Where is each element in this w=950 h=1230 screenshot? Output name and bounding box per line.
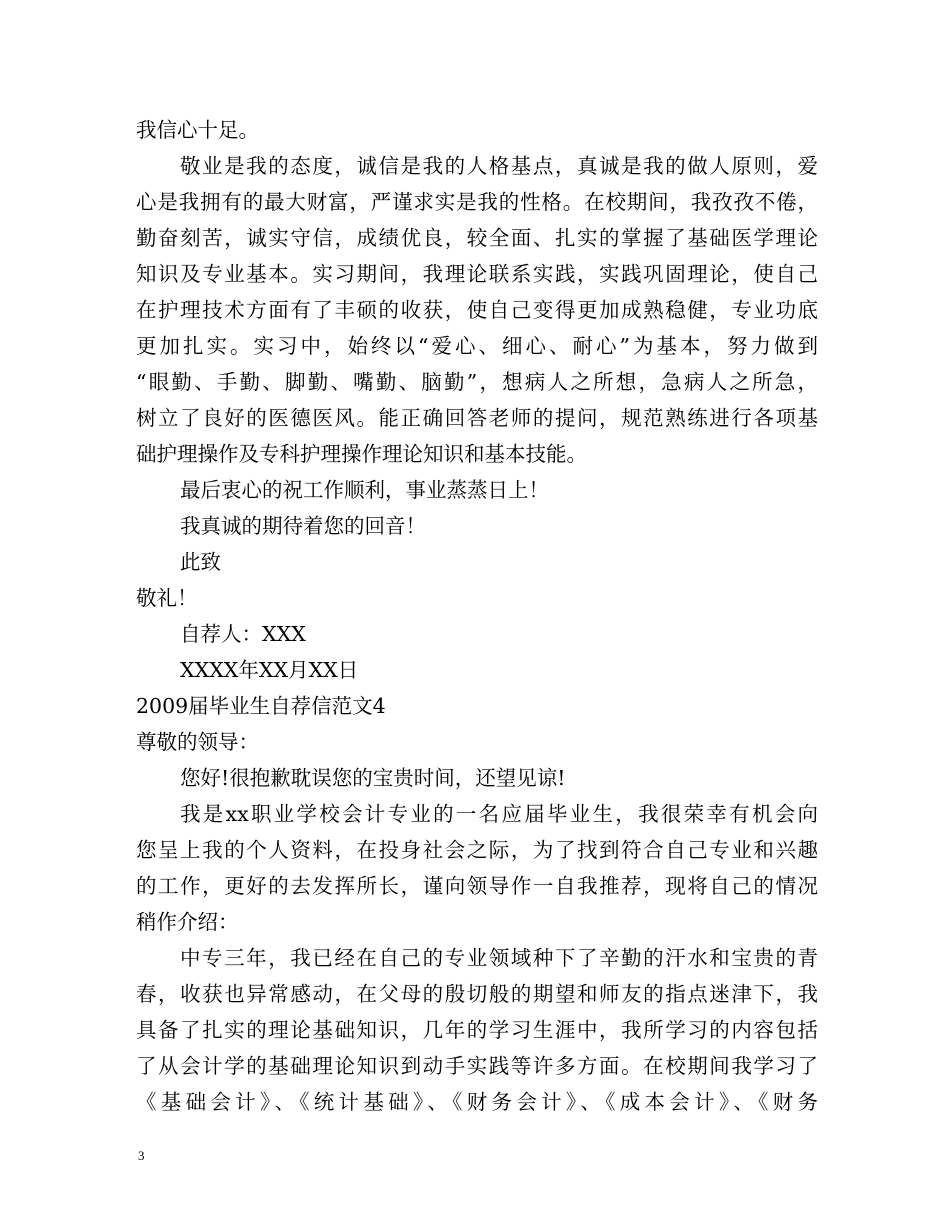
text-line: 春，收获也异常感动，在父母的殷切般的期望和师友的指点迷津下，我 — [136, 982, 818, 1006]
closing-line: 此致 — [180, 550, 221, 574]
text-line: 的工作，更好的去发挥所长，谨向领导作一自我推荐，现将自己的情况 — [136, 874, 818, 898]
page-number: 3 — [138, 1148, 145, 1163]
paragraph-line: 最后衷心的祝工作顺利，事业蒸蒸日上！ — [180, 478, 549, 502]
text-line: 了从会计学的基础理论知识到动手实践等许多方面。在校期间我学习了 — [136, 1054, 818, 1078]
text-line: 我信心十足。 — [136, 118, 259, 142]
text-line: 勤奋刻苦，诚实守信，成绩优良，较全面、扎实的掌握了基础医学理论 — [136, 226, 818, 250]
section-title: 2009届毕业生自荐信范文4 — [136, 694, 386, 718]
closing-salute: 敬礼！ — [136, 586, 198, 610]
text-line: 心是我拥有的最大财富，严谨求实是我的性格。在校期间，我孜孜不倦， — [136, 190, 818, 214]
text-line: 稍作介绍： — [136, 910, 239, 934]
paragraph-line: 中专三年，我已经在自己的专业领域种下了辛勤的汗水和宝贵的青 — [180, 946, 818, 970]
text-line: 础护理操作及专科护理操作理论知识和基本技能。 — [136, 442, 587, 466]
text-line: 在护理技术方面有了丰硕的收获，使自己变得更加成熟稳健，专业功底 — [136, 298, 818, 322]
text-line: 《基础会计》、《统计基础》、《财务会计》、《成本会计》、《财务 — [136, 1090, 818, 1114]
date-line: XXXX年XX月XX日 — [180, 658, 359, 682]
paragraph-line: 我真诚的期待着您的回音！ — [180, 514, 426, 538]
paragraph-line: 我是xx职业学校会计专业的一名应届毕业生，我很荣幸有机会向 — [180, 802, 818, 826]
salutation: 尊敬的领导： — [136, 730, 259, 754]
text-line: 具备了扎实的理论基础知识，几年的学习生涯中，我所学习的内容包括 — [136, 1018, 818, 1042]
text-line: 您呈上我的个人资料，在投身社会之际，为了找到符合自己专业和兴趣 — [136, 838, 818, 862]
signature-line: 自荐人：XXX — [180, 622, 306, 646]
text-line: “眼勤、手勤、脚勤、嘴勤、脑勤”，想病人之所想，急病人之所急， — [136, 370, 818, 394]
paragraph-line: 敬业是我的态度，诚信是我的人格基点，真诚是我的做人原则，爱 — [180, 154, 818, 178]
text-line: 更加扎实。实习中，始终以“爱心、细心、耐心”为基本，努力做到 — [136, 334, 818, 358]
text-line: 知识及专业基本。实习期间，我理论联系实践，实践巩固理论，使自己 — [136, 262, 818, 286]
paragraph-line: 您好!很抱歉耽误您的宝贵时间，还望见谅! — [180, 766, 566, 790]
text-line: 树立了良好的医德医风。能正确回答老师的提问，规范熟练进行各项基 — [136, 406, 818, 430]
